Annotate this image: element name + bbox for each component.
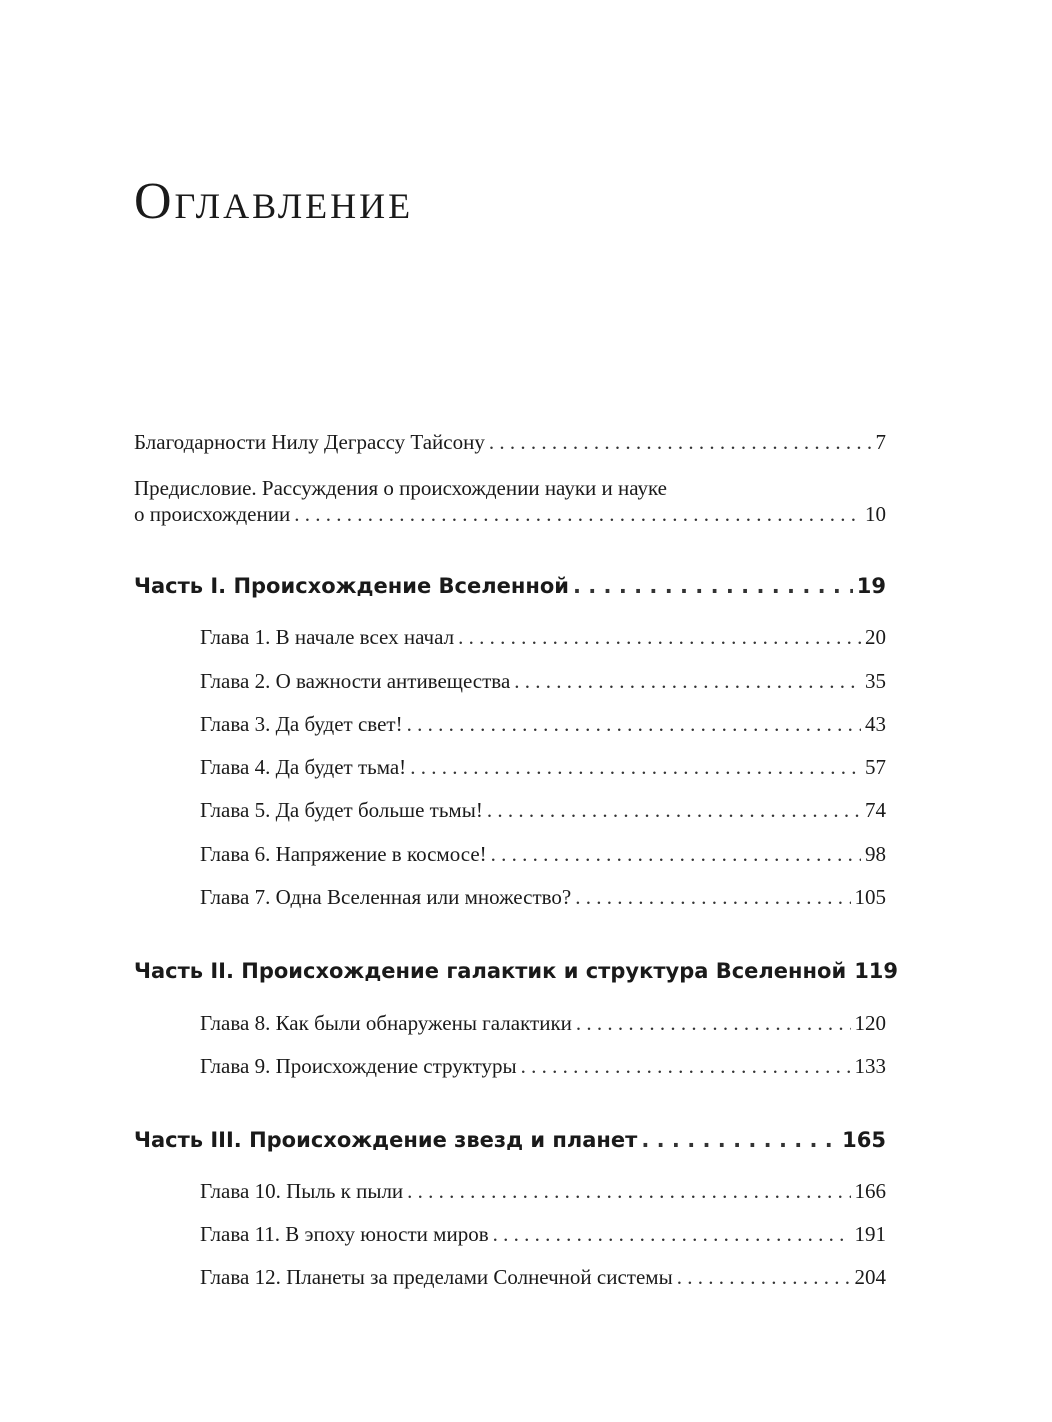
toc-part-1[interactable] [134, 574, 886, 598]
toc-part-title: Часть III. Происхождение звезд и планет [134, 1128, 638, 1152]
leader-dots [514, 669, 861, 694]
toc-chapter-1[interactable] [200, 625, 886, 650]
toc-chapter-title: Глава 9. Происхождение структуры [200, 1054, 517, 1078]
page-title: Оглавление [134, 173, 414, 230]
toc-chapter-page: 133 [854, 1054, 886, 1078]
toc-part-3[interactable] [134, 1128, 886, 1152]
toc-chapter-2[interactable] [200, 669, 886, 694]
toc-chapter-title: Глава 2. О важности антивещества [200, 669, 511, 693]
leader-dots [407, 1179, 850, 1204]
toc-chapter-title: Глава 12. Планеты за пределами Солнечной системы [200, 1265, 673, 1289]
toc-chapter-title: Глава 8. Как были обнаружены галактики [200, 1011, 572, 1035]
toc-chapter-8[interactable] [200, 1011, 886, 1036]
toc-chapter-10[interactable] [200, 1179, 886, 1204]
leader-dots [493, 1222, 851, 1247]
toc-entry-title: о происхождении [134, 502, 291, 526]
leader-dots [677, 1265, 851, 1290]
toc-chapter-page: 57 [865, 755, 886, 779]
toc-chapter-title: Глава 11. В эпоху юности миров [200, 1222, 489, 1246]
toc-chapter-page: 74 [865, 798, 886, 822]
toc-entry-page: 10 [865, 502, 886, 526]
toc-chapter-title: Глава 7. Одна Вселенная или множество? [200, 885, 572, 909]
toc-chapter-page: 120 [854, 1011, 886, 1035]
toc-entry-preface[interactable] [134, 502, 886, 527]
toc-part-title: Часть I. Происхождение Вселенной [134, 574, 569, 598]
toc-chapter-page: 166 [854, 1179, 886, 1203]
leader-dots [573, 574, 853, 598]
toc-chapter-title: Глава 3. Да будет свет! [200, 712, 403, 736]
leader-dots [410, 755, 861, 780]
toc-entry-acknowledgements[interactable] [134, 430, 886, 455]
leader-dots [521, 1054, 851, 1079]
leader-dots [458, 625, 861, 650]
leader-dots [489, 430, 872, 455]
toc-chapter-page: 98 [865, 842, 886, 866]
toc-chapter-6[interactable] [200, 842, 886, 867]
toc-chapter-3[interactable] [200, 712, 886, 737]
toc-chapter-12[interactable] [200, 1265, 886, 1290]
toc-chapter-title: Глава 4. Да будет тьма! [200, 755, 407, 779]
toc-part-page: 119 [854, 959, 899, 983]
toc-part-title: Часть II. Происхождение галактик и структура Вселенной [134, 959, 847, 983]
toc-part-2[interactable] [134, 959, 899, 983]
toc-chapter-page: 204 [854, 1265, 886, 1289]
toc-chapter-title: Глава 5. Да будет больше тьмы! [200, 798, 483, 822]
toc-chapter-title: Глава 10. Пыль к пыли [200, 1179, 404, 1203]
toc-chapter-page: 105 [854, 885, 886, 909]
toc-chapter-title: Глава 1. В начале всех начал [200, 625, 455, 649]
leader-dots [294, 502, 861, 527]
toc-entry-page: 7 [875, 430, 886, 454]
toc-entry-title: Благодарности Нилу Деграссу Тайсону [134, 430, 485, 454]
toc-chapter-5[interactable] [200, 798, 886, 823]
leader-dots [576, 1011, 851, 1036]
toc-chapter-page: 35 [865, 669, 886, 693]
leader-dots [641, 1128, 838, 1152]
leader-dots [491, 842, 861, 867]
toc-chapter-title: Глава 6. Напряжение в космосе! [200, 842, 487, 866]
toc-chapter-7[interactable] [200, 885, 886, 910]
leader-dots [575, 885, 850, 910]
toc-part-page: 19 [856, 574, 886, 598]
leader-dots [407, 712, 861, 737]
toc-chapter-11[interactable] [200, 1222, 886, 1247]
toc-chapter-9[interactable] [200, 1054, 886, 1079]
toc-entry-preface-line1[interactable]: Предисловие. Рассуждения о происхождении науки и науке [134, 476, 667, 500]
toc-chapter-page: 191 [854, 1222, 886, 1246]
toc-chapter-page: 20 [865, 625, 886, 649]
toc-chapter-page: 43 [865, 712, 886, 736]
toc-part-page: 165 [842, 1128, 886, 1152]
leader-dots [487, 798, 861, 823]
toc-chapter-4[interactable] [200, 755, 886, 780]
